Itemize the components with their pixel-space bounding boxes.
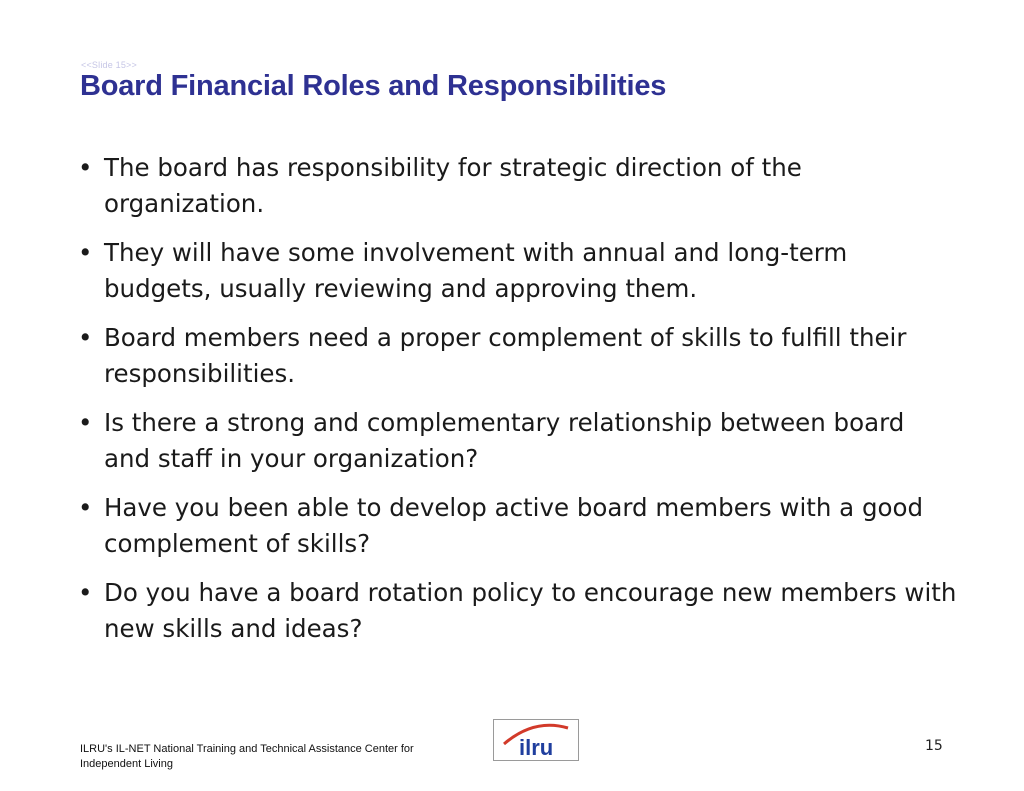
- bullet-item: [78, 405, 958, 477]
- page-number: 15: [925, 738, 943, 754]
- ilru-logo: [493, 719, 579, 761]
- bullet-dot-icon: •: [78, 578, 93, 607]
- bullet-item: [78, 150, 958, 222]
- bullet-item: [78, 320, 958, 392]
- bullet-text: The board has responsibility for strategic direction of the organization.: [104, 153, 802, 218]
- bullet-dot-icon: •: [78, 238, 93, 267]
- bullet-list: [78, 150, 958, 660]
- bullet-text: Do you have a board rotation policy to encourage new members with new skills and ideas?: [104, 578, 957, 643]
- bullet-dot-icon: •: [78, 323, 93, 352]
- footer-org-text: ILRU's IL-NET National Training and Technical Assistance Center for Independent Living: [80, 743, 414, 770]
- bullet-text: Have you been able to develop active board members with a good complement of skills?: [104, 493, 924, 558]
- bullet-item: [78, 235, 958, 307]
- bullet-item: [78, 490, 958, 562]
- slide-title: Board Financial Roles and Responsibilities: [80, 70, 667, 102]
- bullet-dot-icon: •: [78, 493, 93, 522]
- bullet-text: Board members need a proper complement of skills to fulfill their responsibilities.: [104, 323, 907, 388]
- ilru-logo-icon: [494, 720, 578, 760]
- bullet-dot-icon: •: [78, 408, 93, 437]
- bullet-dot-icon: •: [78, 153, 93, 182]
- logo-text: ilru: [519, 735, 554, 760]
- bullet-item: [78, 575, 958, 647]
- bullet-text: Is there a strong and complementary relationship between board and staff in your organization?: [104, 408, 905, 473]
- slide-number-label: <<Slide 15>>: [81, 60, 137, 70]
- bullet-text: They will have some involvement with annual and long-term budgets, usually reviewing and approving them.: [104, 238, 848, 303]
